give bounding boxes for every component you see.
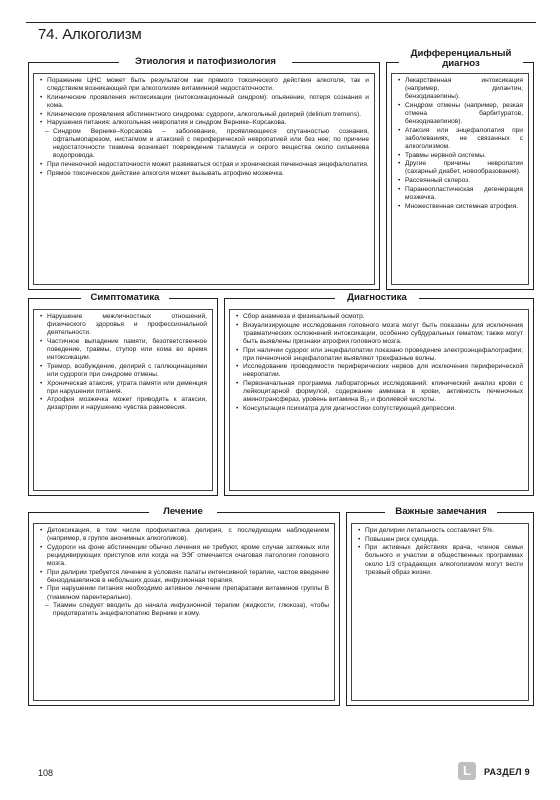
list-item: • Консультация психиатра для диагностики сопутствующей депрессии.	[235, 405, 523, 413]
list-item: • Синдром отмены (например, резкая отмена барбитуратов, бензодиазепинов).	[397, 102, 523, 126]
treatment-inner	[33, 523, 335, 701]
list-item: • Первоначальная программа лабораторных исследований: клинический анализ крови с лейкоцитарной формулой, содержание аммиака в крови, активность печеночных аминотрансфераз, уровень витамина B₁₂ и фолиевой кислоты.	[235, 380, 523, 404]
list-item: • Частичное выпадение памяти, безответственное поведение, травмы, ступор или кома во время интоксикации.	[39, 338, 207, 362]
list-item: • Исследование проводимости периферических нервов для исключения периферической невропатии.	[235, 363, 523, 379]
page-number: 108	[38, 768, 54, 778]
list-item: • Атаксия или энцефалопатия при заболеваниях, не связанных с алкоголизмом.	[397, 127, 523, 151]
diagnostics-title: Диагностика	[335, 293, 419, 303]
differential-title-line2: диагноз	[442, 58, 480, 69]
notes-panel	[346, 506, 534, 706]
list-item: • Клинические проявления интоксикации (интоксикационный синдром): опьянение, потеря сознания и кома.	[39, 94, 369, 110]
diagnostics-inner	[229, 309, 529, 491]
list-item: • При наличии судорог или энцефалопатии показано проведение электроэнцефалографии; при печеночной энцефалопатии выявляют трехфазные волны.	[235, 347, 523, 363]
list-item: • Хроническая атаксия, утрата памяти или деменция при нарушении питания.	[39, 380, 207, 396]
list-item: • Клинические проявления абстинентного синдрома: судороги, алкогольный делирий (delirium tremens).	[39, 111, 369, 119]
list-item: • При делирии летальность составляет 5%.	[357, 527, 523, 535]
symptoms-inner	[33, 309, 213, 491]
symptoms-list	[39, 313, 207, 413]
list-item: • Множественная системная атрофия.	[397, 203, 523, 211]
list-item: • Поражение ЦНС может быть результатом как прямого токсического действия алкоголя, так и следствием возникающей при алкоголизме витаминной недостаточности.	[39, 77, 369, 93]
list-item: • Рассеянный склероз.	[397, 177, 523, 185]
etiology-title: Этиология и патофизиология	[119, 57, 292, 67]
list-item: • Прямое токсическое действие алкоголя может вызывать атрофию мозжечка.	[39, 170, 369, 178]
list-item: • Нарушения питания: алкогольная невропатия и синдром Вернике–Корсакова.	[39, 119, 369, 127]
page	[26, 22, 536, 782]
section-label: РАЗДЕЛ 9	[484, 767, 530, 777]
list-item: • При печеночной недостаточности может развиваться острая и хроническая печеночная энцефалопатия.	[39, 161, 369, 169]
list-item: • Повышен риск суицида.	[357, 536, 523, 544]
notes-list	[357, 527, 523, 577]
symptoms-panel	[28, 292, 218, 496]
list-subitem: – Синдром Вернике–Корсакова – заболевание, проявляющееся спутанностью сознания, офтальмопарезом, нистагмом и атаксией с периферической невропатией или без нее; по причине недостаточности тиамина возникает повреждение таламуса и серого вещества около сильвиева водопровода.	[39, 128, 369, 160]
list-item: • Другие причины невропатии (сахарный диабет, новообразования).	[397, 160, 523, 176]
symptoms-title: Симптоматика	[81, 293, 169, 303]
notes-title: Важные замечания	[385, 507, 497, 517]
top-rule	[26, 22, 536, 23]
list-item: • Судороги на фоне абстиненции обычно лечения не требуют, кроме случае затяжных или рецидивирующих приступов или когда на ЭЭГ отмечается очаговая патология головного мозга.	[39, 544, 329, 568]
list-item: • Нарушение межличностных отношений, физического здоровья и профессиональной деятельности.	[39, 313, 207, 337]
differential-title	[399, 49, 523, 69]
differential-title-line1: Дифференциальный	[410, 48, 512, 59]
list-item: • Визуализирующие исследования головного мозга могут быть показаны для исключения травматических осложнений интоксикации, особенно субдуральных гематом; также могут быть выявлены признаки атрофии головного мозга.	[235, 322, 523, 346]
list-subitem: – Тиамин следует вводить до начала инфузионной терапии (жидкости, глюкоза), чтобы предотвратить энцефалопатию Вернике и кому.	[39, 602, 329, 618]
treatment-panel	[28, 506, 340, 706]
litres-logo-icon: L	[458, 762, 476, 780]
list-item: • Лекарственная интоксикация (например, дилантин, бензодиазепины).	[397, 77, 523, 101]
differential-inner	[391, 73, 529, 285]
etiology-panel	[28, 56, 380, 290]
list-item: • Атрофия мозжечка может приводить к атаксии, дизартрии и нарушению чувства равновесия.	[39, 396, 207, 412]
list-item: • Тремор, возбуждение, делирий с галлюцинациями или судороги при синдроме отмены.	[39, 363, 207, 379]
notes-inner	[351, 523, 529, 701]
list-item: • Сбор анамнеза и физикальный осмотр.	[235, 313, 523, 321]
list-item: • При делирии требуется лечение в условиях палаты интенсивной терапии, частое введение бензодиазепинов в небольших дозах, инфузионная терапия.	[39, 569, 329, 585]
differential-panel	[386, 48, 534, 290]
etiology-inner	[33, 73, 375, 285]
diagnostics-list	[235, 313, 523, 413]
list-item: • При активных действиях врача, членов семьи больного и участии в общественных программах около 1/3 страдающих алкоголизмом могут вести трезвый образ жизни.	[357, 544, 523, 576]
diagnostics-panel	[224, 292, 534, 496]
list-item: • Паранеопластическая дегенерация мозжечка.	[397, 186, 523, 202]
page-title: 74. Алкоголизм	[38, 26, 142, 43]
list-item: • Детоксикация, в том числе профилактика делирия, с последующим наблюдением (например, в группе анонимных алкоголиков).	[39, 527, 329, 543]
treatment-list	[39, 527, 329, 618]
differential-list	[397, 77, 523, 211]
treatment-title: Лечение	[149, 507, 217, 517]
list-item: • При нарушении питания необходимо активное лечение препаратами витаминов группы B (тиамином парентерально).	[39, 585, 329, 601]
list-item: • Травмы нервной системы.	[397, 152, 523, 160]
etiology-list	[39, 77, 369, 178]
